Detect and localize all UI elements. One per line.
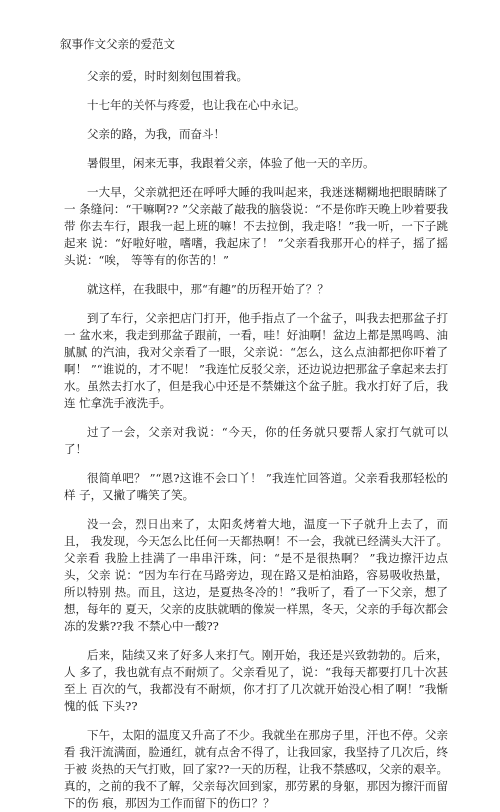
- paragraph: 父亲的路，为我，而奋斗！: [87, 127, 225, 141]
- paragraph: 十七年的关怀与疼爱，也让我在心中永记。: [87, 98, 306, 112]
- paragraph: 父亲的爱，时时刻刻包围着我。: [87, 69, 248, 83]
- paragraph: 到了车行，父亲把店门打开，他手指点了一个盆子，叫我去把那盆子打一 盆水来，我走到那盆子跟前，一看，哇！好油啊！盆边上都是黑鸣鸣、油腻腻 的汽油，我对父亲看了一眼，父亲说：“怎么，这么点油都把你吓着了 啊！ ”“谁说的，才不呢！ ”我连忙反驳父亲，还边说边把那盆子拿起来去打 水。虽然去打水了，但是我心中还是不禁嫌这个盆子脏。我水打好了后，我连 忙拿洗手液洗手。: [64, 311, 448, 410]
- paragraph: 过了一会，父亲对我说：“今天，你的任务就只要帮人家打气就可以了！: [64, 425, 448, 456]
- document-title: 叙事作文父亲的爱范文: [60, 37, 175, 51]
- paragraph: 下午，太阳的温度又升高了不少。我就坐在那房子里，汗也不停。父亲看 我汗流满面，脸通红，就有点舍不得了，让我回家，我坚持了几次后，终于被 炎热的天气打败，回了家??一天的历程，让我不禁感叹，父亲的艰辛。真的，之前的我不了解，父亲每次回到家，那劳累的身躯，那因为擦汗而留下的伤 痕，那因为工作而留下的伤口？？: [64, 728, 448, 810]
- paragraph: 一大早，父亲就把还在呼呼大睡的我叫起来，我迷迷糊糊地把眼睛眯了一 条缝问：“干嘛啊?? ”父亲敲了敲我的脑袋说：“不是你昨天晚上吵着要我带 你去车行，跟我一起上班的嘛！不去拉倒，我走咯！”我一听，一下子跳起来 说：“好啦好啦，嗜嗜，我起床了！ ”父亲看我那开心的样子，摇了摇头说：“唉， 等等有的你苦的！”: [64, 185, 448, 267]
- paragraph: 很简单吧？ ”“恩?这谁不会口丫！ ”我连忙回答道。父亲看我那轻松的样 子，又撇了嘴笑了笑。: [64, 471, 448, 502]
- paragraph: 没一会，烈日出来了，太阳炙烤着大地，温度一下子就升上去了，而且， 我发现，今天怎么比任何一天都热啊！不一会，我就已经满头大汗了。父亲看 我脸上挂满了一串串汗珠，问：“是不是很热啊？ ”我边擦汗边点头，父亲 说：“因为车行在马路旁边，现在路又是柏油路，容易吸收热量，所以特别 热。而且，这边，是夏热冬冷的！”我听了，看了一下父亲，想了想，每年的 夏天，父亲的皮肤就晒的像炭一样黑，冬天，父亲的手每次都会冻的发紫??我 不禁心中一酸??: [64, 517, 448, 633]
- paragraph: 暑假里，闲来无事，我跟着父亲，体验了他一天的辛历。: [87, 156, 375, 170]
- paragraph: 后来，陆续又来了好多人来打气。刚开始，我还是兴致勃勃的。后来，人 多了，我也就有点不耐烦了。父亲看见了，说：“我每天都要打几十次甚至上 百次的气，我都没有不耐烦，你才打了几次就开始没心相了啊！”我惭愧的低 下头??: [64, 648, 448, 713]
- paragraph: 就这样，在我眼中，那“有趣”的历程开始了？？: [87, 282, 329, 296]
